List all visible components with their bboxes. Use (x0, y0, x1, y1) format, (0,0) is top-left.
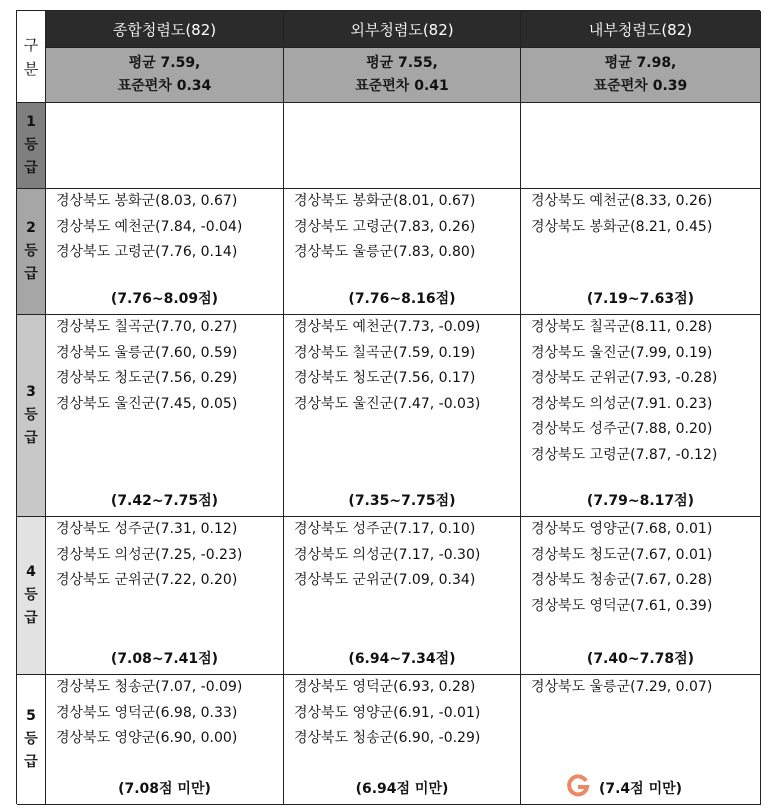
gubun-header (17, 11, 46, 103)
list-item: 경상북도 청도군(7.56, 0.29) (56, 370, 238, 386)
grade-label-char: 급 (24, 430, 38, 446)
list-item: 경상북도 예천군(7.73, -0.09) (294, 319, 481, 335)
stats-mean: 평균 7.55, (366, 55, 438, 71)
list-item: 경상북도 울진군(7.99, 0.19) (531, 344, 713, 361)
stats-sd: 표준편차 0.34 (117, 78, 212, 94)
list-item: 경상북도 성주군(7.88, 0.20) (531, 421, 713, 437)
list-item: 경상북도 영덕군(6.93, 0.28) (294, 679, 476, 695)
list-item: 경상북도 울릉군(7.83, 0.80) (294, 244, 476, 260)
grade-label-char: 급 (24, 266, 38, 282)
list-item: 경상북도 성주군(7.17, 0.10) (294, 521, 476, 537)
grade-5-external-cell (284, 675, 521, 805)
grade-label-char: 등 (24, 137, 38, 153)
grade-3-total-cell (46, 315, 284, 517)
list-item: 경상북도 봉화군(8.03, 0.67) (56, 193, 238, 209)
list-item: 경상북도 예천군(7.84, -0.04) (56, 218, 243, 235)
list-item: 경상북도 청송군(7.07, -0.09) (56, 679, 243, 695)
grade-label-char: 등 (24, 407, 38, 423)
header-total: 종합청렴도(82) (46, 11, 284, 48)
grade-2-total-cell (46, 189, 284, 315)
grade-1-total-cell (46, 103, 284, 189)
region-list (521, 189, 760, 240)
region-list (284, 675, 520, 752)
score-range: (7.76~8.09점) (110, 291, 219, 307)
list-item: 경상북도 청도군(7.56, 0.17) (294, 370, 476, 386)
grade-4-external-cell (284, 517, 521, 675)
stats-sd: 표준편차 0.39 (593, 78, 688, 94)
list-item: 경상북도 칠곡군(8.11, 0.28) (531, 319, 713, 335)
list-item: 경상북도 고령군(7.87, -0.12) (531, 446, 718, 463)
region-list (46, 189, 283, 266)
list-item: 경상북도 봉화군(8.01, 0.67) (294, 193, 476, 209)
stats-total (46, 48, 284, 103)
grade-5-total-cell (46, 675, 284, 805)
region-list (284, 315, 520, 417)
header-external: 외부청렴도(82) (284, 11, 521, 48)
grade-label-char: 2 (26, 220, 36, 236)
grading-table (16, 10, 760, 804)
stats-mean: 평균 7.98, (604, 55, 677, 71)
region-list (284, 517, 520, 594)
list-item: 경상북도 군위군(7.22, 0.20) (56, 572, 238, 588)
score-range: (6.94~7.34점) (348, 651, 456, 667)
list-item: 경상북도 영덕군(6.98, 0.33) (56, 704, 238, 721)
score-range: (6.94점 미만) (355, 781, 449, 797)
score-range: (7.4점 미만) (598, 781, 683, 797)
grade-3-external-cell (284, 315, 521, 517)
list-item: 경상북도 군위군(7.93, -0.28) (531, 370, 718, 386)
list-item: 경상북도 영양군(7.68, 0.01) (531, 521, 713, 537)
grade-label-char: 급 (24, 610, 38, 626)
list-item: 경상북도 고령군(7.83, 0.26) (294, 218, 476, 235)
score-range: (7.19~7.63점) (586, 291, 695, 307)
grade-label-char: 1 (26, 114, 36, 130)
region-list (46, 675, 283, 752)
grade-1-label (17, 103, 46, 189)
stats-external (284, 48, 521, 103)
score-range: (7.42~7.75점) (110, 493, 219, 509)
list-item: 경상북도 울릉군(7.60, 0.59) (56, 344, 238, 361)
grade-5-internal-cell (521, 675, 761, 805)
list-item: 경상북도 청송군(6.90, -0.29) (294, 730, 481, 746)
header-internal: 내부청렴도(82) (521, 11, 761, 48)
grade-4-total-cell (46, 517, 284, 675)
grade-label-char: 급 (24, 754, 38, 770)
list-item: 경상북도 영덕군(7.61, 0.39) (531, 597, 713, 614)
list-item: 경상북도 봉화군(8.21, 0.45) (531, 218, 713, 235)
grade-4-internal-cell (521, 517, 761, 675)
grade-1-external-cell (284, 103, 521, 189)
list-item: 경상북도 울진군(7.45, 0.05) (56, 395, 238, 412)
list-item: 경상북도 칠곡군(7.59, 0.19) (294, 344, 476, 361)
grade-2-external-cell (284, 189, 521, 315)
grade-label-char: 등 (24, 587, 38, 603)
list-item: 경상북도 칠곡군(7.70, 0.27) (56, 319, 238, 335)
gubun-char: 구 (23, 35, 39, 54)
list-item: 경상북도 성주군(7.31, 0.12) (56, 521, 238, 537)
gubun-char: 분 (23, 59, 39, 78)
score-range: (7.79~8.17점) (586, 493, 695, 509)
list-item: 경상북도 군위군(7.09, 0.34) (294, 572, 476, 588)
score-range: (7.35~7.75점) (348, 493, 456, 509)
stats-internal (521, 48, 761, 103)
list-item: 경상북도 의성군(7.25, -0.23) (56, 546, 243, 563)
grade-3-internal-cell (521, 315, 761, 517)
score-range: (7.08~7.41점) (110, 651, 219, 667)
region-list (284, 189, 520, 266)
list-item: 경상북도 고령군(7.76, 0.14) (56, 244, 238, 260)
list-item: 경상북도 의성군(7.91. 0.23) (531, 395, 713, 412)
grade-label-char: 5 (26, 708, 36, 724)
grade-2-label (17, 189, 46, 315)
list-item: 경상북도 영양군(6.90, 0.00) (56, 730, 238, 746)
list-item: 경상북도 울릉군(7.29, 0.07) (531, 679, 713, 695)
list-item: 경상북도 울진군(7.47, -0.03) (294, 395, 481, 412)
grade-label-char: 등 (24, 243, 38, 259)
region-list (521, 675, 760, 701)
stats-mean: 평균 7.59, (128, 55, 201, 71)
score-range: (7.08점 미만) (118, 781, 211, 797)
grade-label-char: 3 (26, 384, 36, 400)
grade-3-label (17, 315, 46, 517)
grade-1-internal-cell (521, 103, 761, 189)
list-item: 경상북도 청도군(7.67, 0.01) (531, 546, 713, 563)
g-logo-icon (565, 773, 591, 799)
grade-2-internal-cell (521, 189, 761, 315)
grade-label-char: 4 (26, 564, 36, 580)
grade-5-label (17, 675, 46, 805)
region-list (46, 517, 283, 594)
grade-4-label (17, 517, 46, 675)
list-item: 경상북도 영양군(6.91, -0.01) (294, 704, 481, 721)
list-item: 경상북도 의성군(7.17, -0.30) (294, 546, 481, 563)
list-item: 경상북도 청송군(7.67, 0.28) (531, 572, 713, 588)
region-list (46, 315, 283, 417)
score-range: (7.76~8.16점) (348, 291, 456, 307)
region-list (521, 517, 760, 619)
grade-label-char: 급 (24, 160, 38, 176)
region-list (521, 315, 760, 468)
score-range: (7.40~7.78점) (586, 651, 695, 667)
grade-label-char: 등 (24, 731, 38, 747)
stats-sd: 표준편차 0.41 (355, 78, 449, 94)
list-item: 경상북도 예천군(8.33, 0.26) (531, 193, 713, 209)
